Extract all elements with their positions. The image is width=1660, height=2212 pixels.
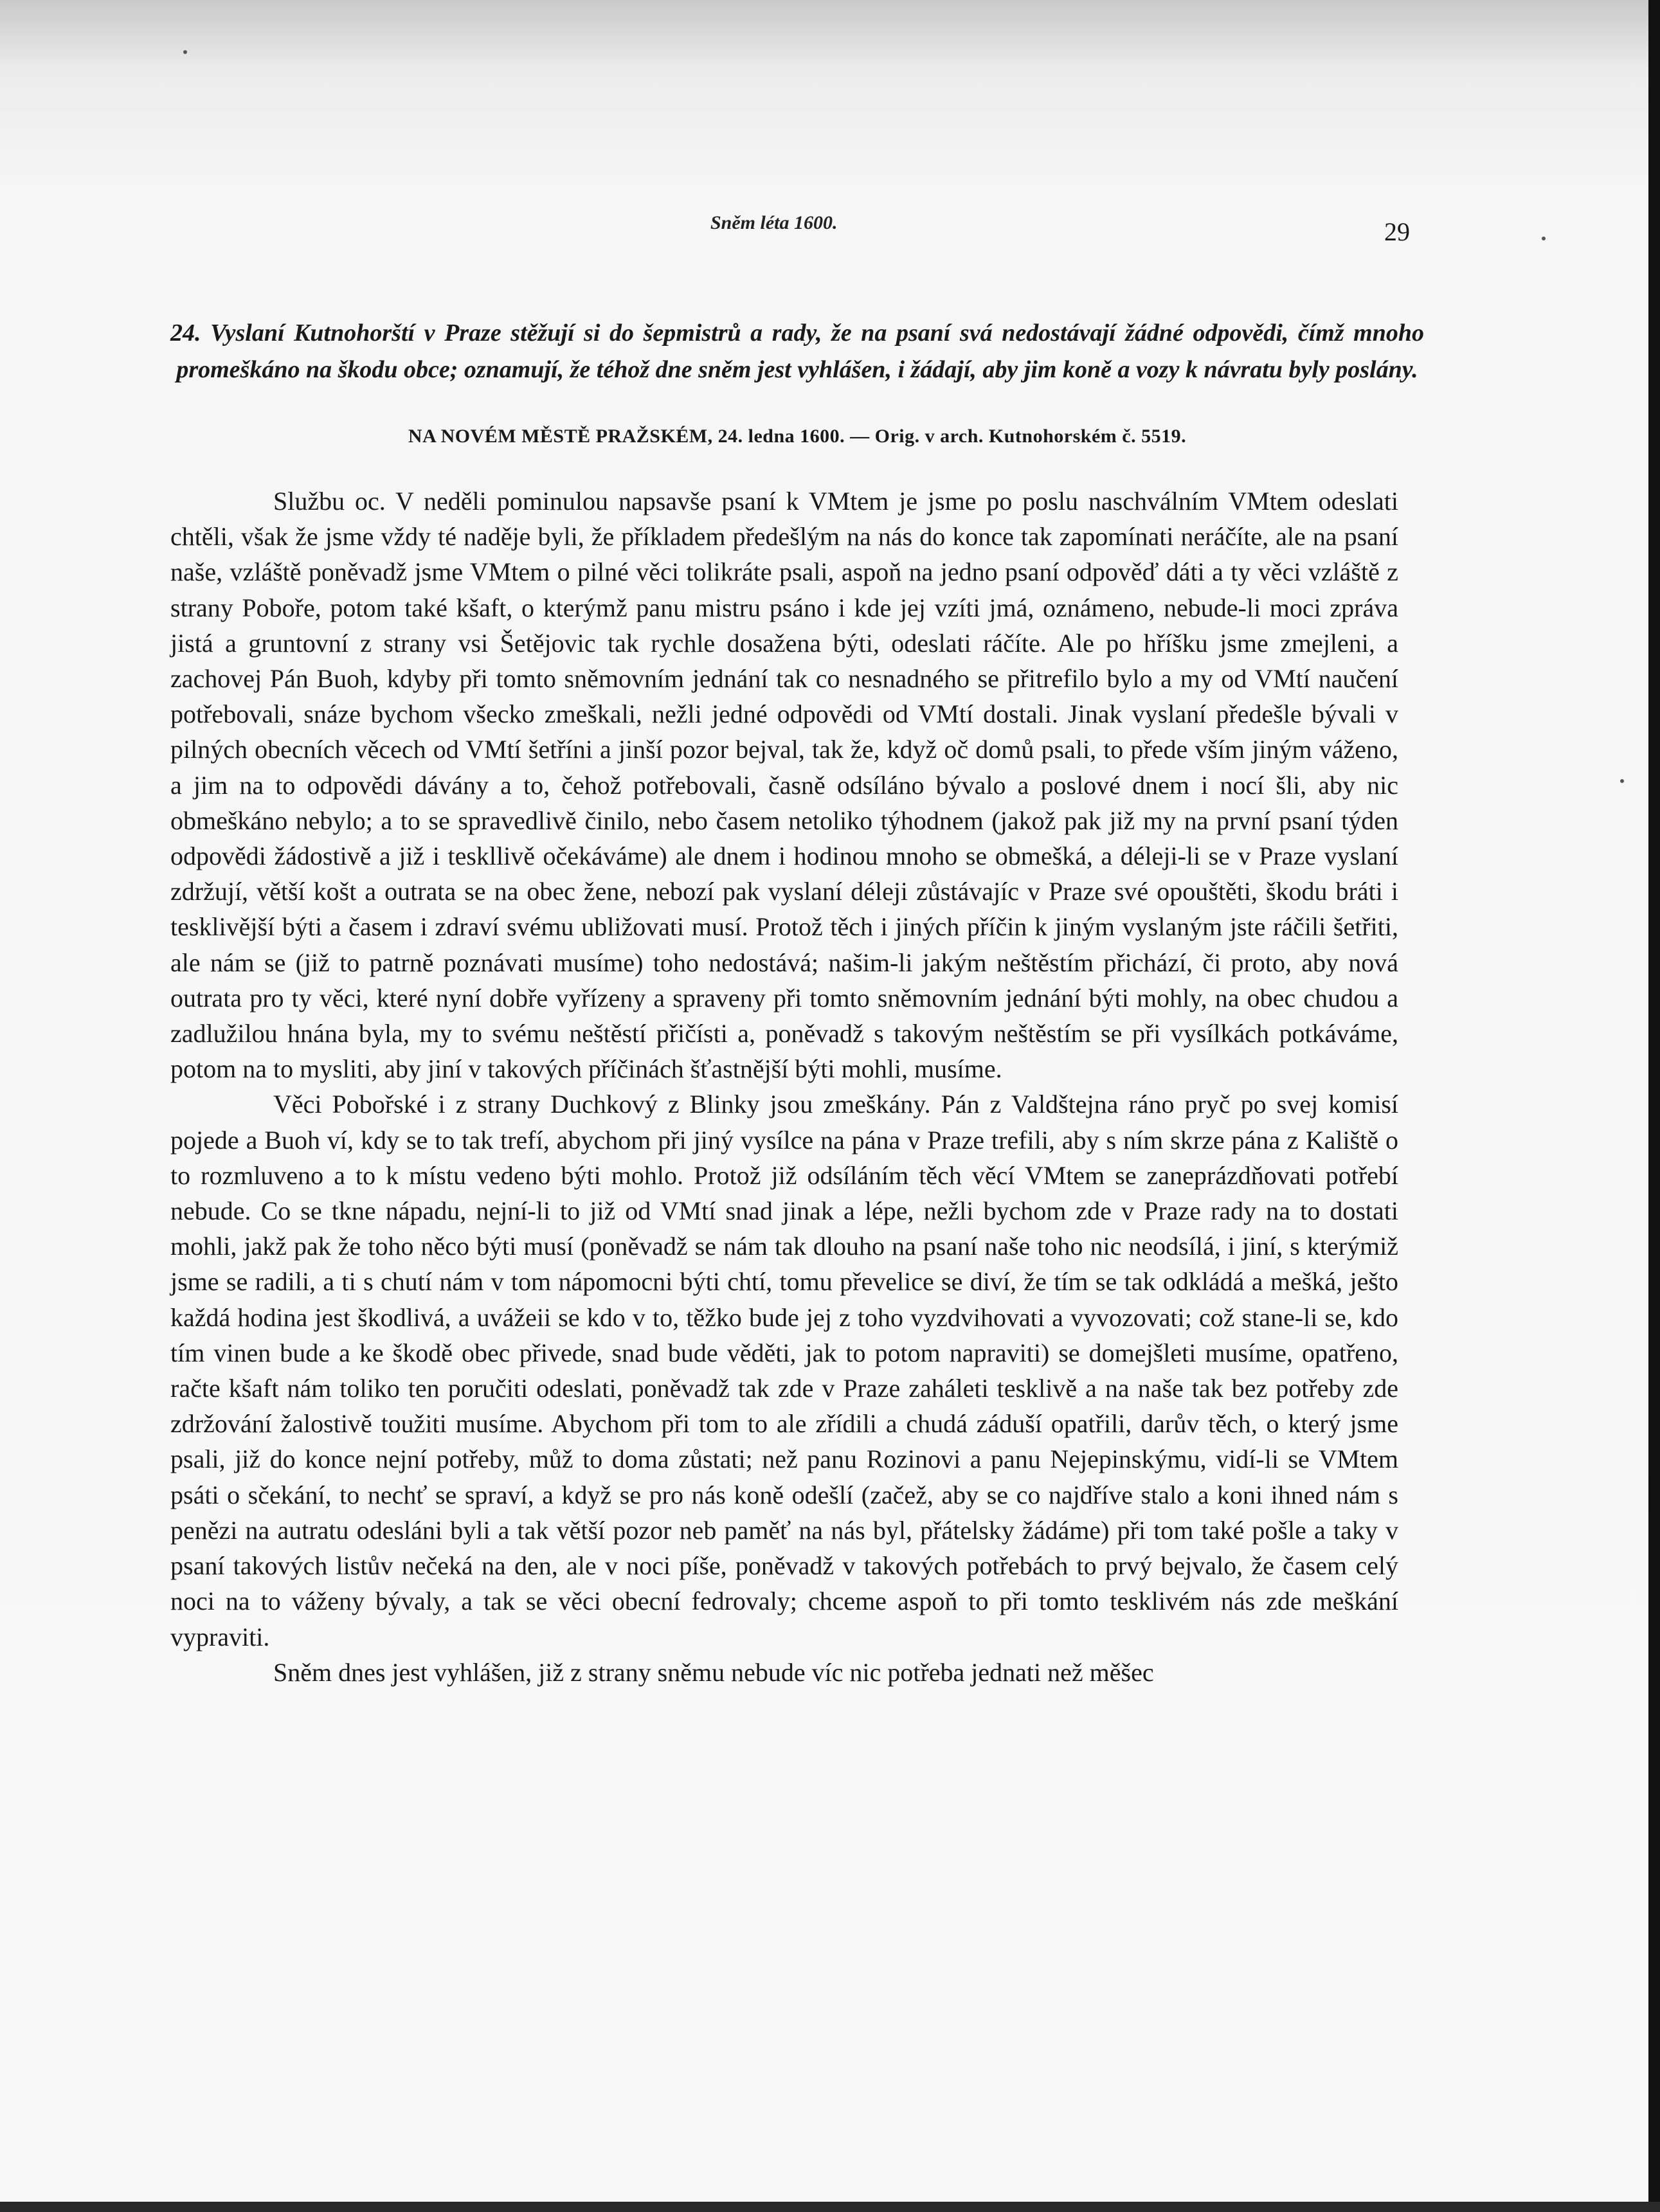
document-number: 24.: [170, 319, 201, 346]
scan-border-right: [1648, 0, 1660, 2212]
body-text: [170, 483, 1398, 1690]
running-header: Sněm léta 1600.: [710, 212, 838, 233]
document-heading-text: Vyslaní Kutnohorští v Praze stěžují si do šepmistrů a rady, že na psaní svá nedostávají žádné odpovědi, čímž mnoho promeškáno na škodu obce; oznamují, že téhož dne sněm jest vyhlášen, i žádají, aby jim koně a vozy k návratu byly poslány.: [176, 319, 1425, 383]
source-citation: NA NOVÉM MĚSTĚ PRAŽSKÉM, 24. ledna 1600. — Orig. v arch. Kutnohorském č. 5519.: [408, 426, 1187, 447]
scan-speck: [1620, 779, 1624, 783]
paragraph: Sněm dnes jest vyhlášen, již z strany sněmu nebude víc nic potřeba jednati než měšec: [273, 1657, 1154, 1687]
paragraph: Službu oc. V neděli pominulou napsavše psaní k VMtem je jsme po poslu naschválním VMtem odeslati chtěli, však že jsme vždy té naděje byli, že příkladem předešlým na nás do konce tak zapomínati neráčíte, ale na psaní naše, vzláště poněvadž jsme VMtem o pilné věci tolikráte psali, aspoň na jedno psaní odpověď dáti a ty věci vzláště z strany Pobořе, potom také kšaft, o kterýmž panu mistru psáno i kde jej vzíti jmá, oznámeno, nebude-li moci zpráva jistá a gruntovní z strany vsi Šetějovic tak rychle dosažena býti, odeslati ráčíte. Ale po hříšku jsme zmejleni, a zachovej Pán Buoh, kdyby při tomto sněmovním jednání tak co nesnadného se přitrefilo bylo a my od VMtí naučení potřebovali, snáze bychom všecko zmeškali, nežli jedné odpovědi od VMtí dostali. Jinak vyslaní předešle bývali v pilných obecních věcech od VMtí šetříni a jinší pozor bejval, tak že, když oč domů psali, to přede vším jiným váženo, a jim na to odpovědi dávány a to, čehož potřebovali, časně odsíláno bývalo a poslové dnem i nocí šli, aby nic obmeškáno nebylo; a to se spravedlivě činilo, nebo časem netoliko týhodnem (jakož pak již my na první psaní týden odpovědi žádostivě a již i teskllivě očekáváme) ale dnem i hodinou mnoho se obmešká, a déleji-li se v Praze vyslaní zdržují, větší košt a outrata se na obec žene, nebozí pak vyslaní déleji zůstávajíc v Praze své opouštěti, škodu bráti i tesklivější býti a časem i zdraví svému ubližovati musí. Protož těch i jiných příčin k jiným vyslaným jste ráčili šetřiti, ale nám se (již to patrně poznávati musíme) toho nedostává; našim-li jakým neštěstím přichází, či proto, aby nová outrata pro ty věci, které nyní dobře vyřízeny a spraveny při tomto sněmovním jednání býti mohly, na obec chudou a zadlužilou hnána byla, my to svému neštěstí přičísti a, poněvadž s takovým neštěstím se při vysílkách potkáváme, potom na to mysliti, aby jiní v takových příčinách šťastnější býti mohli, musíme.: [170, 487, 1398, 1084]
paragraph: Věci Pobořské i z strany Duchkový z Blinky jsou zmeškány. Pán z Valdštejna ráno pryč po svej komisí pojede a Buoh ví, kdy se to tak trefí, abychom při jiný vysílce na pána v Praze trefili, aby s ním skrze pána z Kaliště o to rozmluveno a to k místu vedeno býti mohlo. Protož již odsíláním těch věcí VMtem se zaneprázdňovati potřebí nebude. Co se tkne nápadu, nejní-li to již od VMtí snad jinak a lépe, nežli bychom zde v Praze rady na to dostati mohli, jakž pak že toho něco býti musí (poněvadž se nám tak dlouho na psaní naše toho nic neodsílá, i jiní, s kterýmiž jsme se radili, a ti s chutí nám v tom nápomocni býti chtí, tomu převelice se diví, že tím se tak odkládá a mešká, ješto každá hodina jest škodlivá, a uvážeii se kdo v to, těžko bude jej z toho vyzdvihovati a vyvozovati; což stane-li se, kdo tím vinen bude a ke škodě obec přivede, snad bude věděti, jak to potom napraviti) se domejšleti musíme, opatřeno, račte kšaft nám toliko ten poručiti odeslati, poněvadž tak zde v Praze zaháleti tesklivě a na naše tak bez potřeby zde zdržování žalostivě toužiti musíme. Abychom při tom to ale zřídili a chudá záduší opatřili, darův těch, o který jsme psali, již do konce nejní potřeby, můž to doma zůstati; než panu Rozinovi a panu Nejepinskýmu, vidí-li se VMtem psáti o sčekání, to nechť se spraví, a když se pro nás koně odešlí (začež, aby se co najdříve stalo a koni ihned nám s penězi na autratu odesláni byli a tak větší pozor neb paměť na nás byl, přátelsky žádáme) při tom také pošle a taky v psaní takových listův nečeká na den, ale v noci píše, poněvadž v takových potřebách to prvý bejvalo, že časem celý noci na to váženy bývaly, a tak se věci obecní fedrovaly; chceme aspoň to při tomto tesklivém nás zde meškání vypraviti.: [170, 1090, 1398, 1651]
scan-speck: [1542, 237, 1546, 240]
page-number: 29: [1384, 217, 1410, 246]
scan-speck: [183, 50, 187, 54]
document-heading: [170, 315, 1424, 388]
scan-border-bottom: [0, 2202, 1660, 2212]
